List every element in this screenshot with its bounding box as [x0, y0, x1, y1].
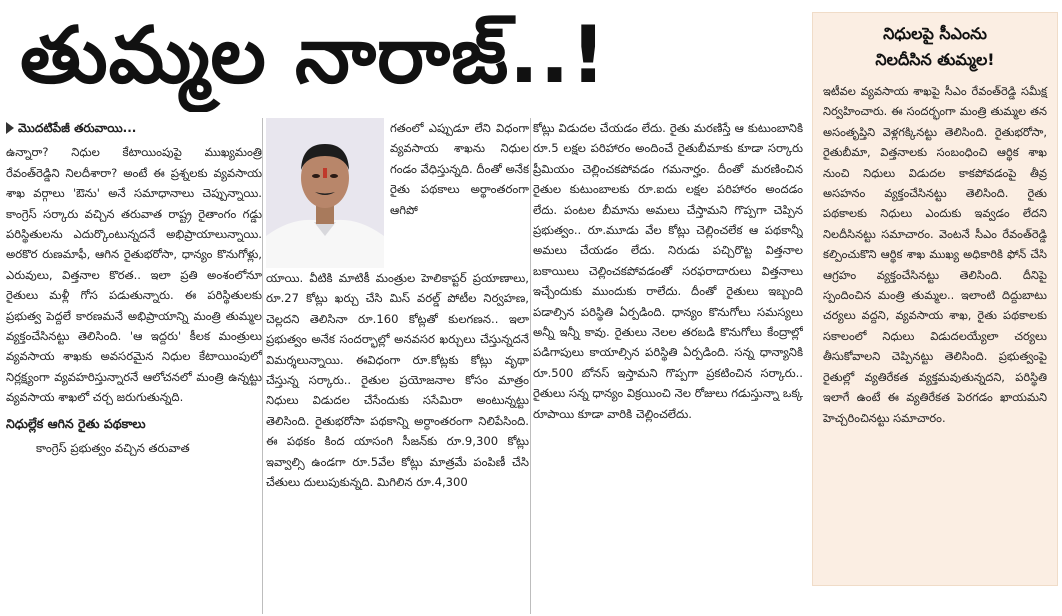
article-paragraph: ఉన్నారా? నిధుల కేటాయింపుపై ముఖ్యమంత్రి రేవంత్‌రెడ్డిని నిలదీశారా? అంటే ఈ ప్రశ్నలకు వ్యవసాయ శాఖ వర్గాలు 'ఔను' అనే సమాధానాలు చెప్పున్నాయి. కాంగ్రెస్ సర్కారు వచ్చిన తరువాత రాష్ట్ర రైతాంగం గడ్డు పరిస్థితులను ఎదుర్కొంటున్నదనే అభిప్రాయాలున్నాయి. అరకొర రుణమాఫీ, ఆగిన రైతుభరోసా, ధాన్యం కొనుగోళ్లు, ఎరువులు, విత్తనాల కొరత.. ఇలా ప్రతి అంశంలోనూ రైతులు మళ్లీ గోస పడుతున్నారు. ఈ పరిస్థితులకు ప్రభుత్వ పెద్దలే కారణమనే అభిప్రాయాన్ని మంత్రి తుమ్మల వ్యక్తంచేసినట్టు తెలిసింది. 'ఆ ఇద్దరు' కీలక మంత్రులు వ్యవసాయ శాఖకు అవసరమైన నిధుల కేటాయింపులో నిర్లక్ష్యంగా వ్యవహరిస్తున్నారనే ఆలోచనలో మంత్రి ఉన్నట్టు వ్యవసాయ శాఖలో చర్చ జరుగుతున్నది. — [6, 145, 262, 405]
sidebar-title — [823, 21, 1047, 73]
sidebar-title-line-1: నిధులపై సీఎంను — [883, 24, 987, 43]
article-paragraph: గతంలో ఎప్పుడూ లేని విధంగా వ్యవసాయ శాఖను నిధుల గండం వేధిస్తున్నది. దీంతో అనేక రైతు పథకాలు అర్థాంతరంగా ఆగిపో — [390, 121, 529, 217]
photo-block — [266, 118, 529, 268]
column-divider — [530, 118, 531, 614]
article-paragraph: యాయి. వీటికి మాటికీ మంత్రుల హెలికాప్టర్ ప్రయాణాలు, రూ.27 కోట్లు ఖర్చు చేసి మిస్ వరల్డ్ పోటీల నిర్వహణ, చెల్లదని తెలిసినా రూ.160 కోట్లతో కులగణన.. ఇలా ప్రభుత్వం అనేక సందర్భాల్లో అనవసర ఖర్చులు చేస్తున్నదనే విమర్శలున్నాయి. ఈవిధంగా రూ.కోట్లకు కోట్లు వృథా చేస్తున్న సర్కారు.. రైతుల ప్రయోజనాల కోసం మాత్రం నిధులు విడుదల చేసేందుకు ససేమిరా అంటున్నట్టు తెలిసింది. రైతుభరోసా పథకాన్ని అర్ధాంతరంగా నిలిపేసింది. ఈ పథకం కింద యాసంగి సీజన్‌కు రూ.9,300 కోట్లు ఇవ్వాల్సి ఉండగా రూ.5వేల కోట్లు మాత్రమే పంపిణీ చేసి చేతులు దులుపుకున్నది. మిగిలిన రూ.4,300 — [266, 271, 529, 490]
article-column-1 — [6, 118, 262, 614]
article-paragraph-tail: కాంగ్రెస్ ప్రభుత్వం వచ్చిన తరువాత — [36, 441, 190, 456]
article-column-2 — [266, 118, 529, 614]
kicker — [6, 118, 262, 138]
portrait-image — [266, 118, 384, 268]
kicker-text: మొదటిపేజీ తరువాయి... — [18, 121, 137, 135]
column-divider — [262, 118, 263, 614]
minister-photo — [266, 118, 384, 268]
article-paragraph: కోట్లు విడుదల చేయడం లేదు. రైతు మరణిస్తే ఆ కుటుంబానికి రూ.5 లక్షల పరిహారం అందించే రైతుబీమాకు కూడా సర్కారు ప్రీమియం చెల్లించకపోవడం గమనార్హం. దీంతో మరణించిన రైతుల కుటుంబాలకు రూ.ఐదు లక్షల పరిహారం అందడం లేదు. పంటల బీమాను అమలు చేస్తామని గొప్పగా చెప్పిన ప్రభుత్వం.. రూ.మూడు వేల కోట్లు చెల్లించలేక ఆ పథకాన్నీ అమలు చేయడం లేదు. నిరుడు పచ్చిరొట్ట విత్తనాల బకాయిలు చెల్లించకపోవడంతో సరఫరాదారులు విత్తనాలు ఇచ్చేందుకు ముందుకు రాలేదు. దీంతో రైతులు ఇబ్బంది పడాల్సిన పరిస్థితి ఏర్పడింది. ధాన్యం కొనుగోలు సమస్యలు అన్నీ ఇన్నీ కావు. రైతులు నెలల తరబడి కొనుగోలు కేంద్రాల్లో పడిగాపులు కాయాల్సిన పరిస్థితి ఏర్పడింది. సన్న ధాన్యానికి రూ.500 బోనస్ ఇస్తామని గొప్పగా ప్రకటించిన సర్కారు.. రైతులు సన్న ధాన్యం విక్రయించి నెల రోజులు గడుస్తున్నా ఒక్క రూపాయి కూడా వారికి చెల్లించలేదు. — [533, 121, 803, 421]
article-column-3 — [533, 118, 803, 614]
chevron-right-icon — [6, 122, 14, 134]
sidebar-title-line-2: నిలదీసిన తుమ్మల! — [875, 50, 995, 69]
subheading: నిధుల్లేక ఆగిన రైతు పథకాలు — [6, 415, 146, 431]
sidebar-box — [812, 12, 1058, 586]
headline: తుమ్మల నారాజ్..! — [20, 11, 607, 101]
sidebar-body: ఇటీవల వ్యవసాయ శాఖపై సీఎం రేవంత్‌రెడ్డి సమీక్ష నిర్వహించారు. ఈ సందర్భంగా మంత్రి తుమ్మల తన అసంతృప్తిని వెళ్లగక్కినట్టు తెలిసింది. రైతుభరోసా, రైతుబీమా, విత్తనాలకు సంబంధించి ఆర్థిక శాఖ నుంచి నిధులు విడుదల కాకపోవడంపై తీవ్ర అసహనం వ్యక్తంచేసినట్టు తెలిసింది. రైతు పథకాలకు నిధులు ఎందుకు ఇవ్వడం లేదని నిలదీసినట్టు సమాచారం. వెంటనే సీఎం రేవంత్‌రెడ్డి కల్పించుకొని ఆర్థిక శాఖ ముఖ్య అధికారికి ఫోన్ చేసి ఆగ్రహం వ్యక్తంచేసినట్టు తెలిసింది. దీనిపై స్పందించిన మంత్రి తుమ్మల.. ఇలాంటి దిద్దుబాటు చర్యలు వద్దని, వ్యవసాయ శాఖ, రైతు పథకాలకు సకాలంలో నిధులు విడుదలయ్యేలా చర్యలు తీసుకోవాలని చెప్పినట్టు తెలిసింది. ప్రభుత్వంపై రైతుల్లో వ్యతిరేకత వ్యక్తమవుతున్నదని, పరిస్థితి ఇలాగే ఉంటే ఈ వ్యతిరేకత పెరగడం ఖాయమని హెచ్చరించినట్టు సమాచారం. — [823, 84, 1047, 425]
